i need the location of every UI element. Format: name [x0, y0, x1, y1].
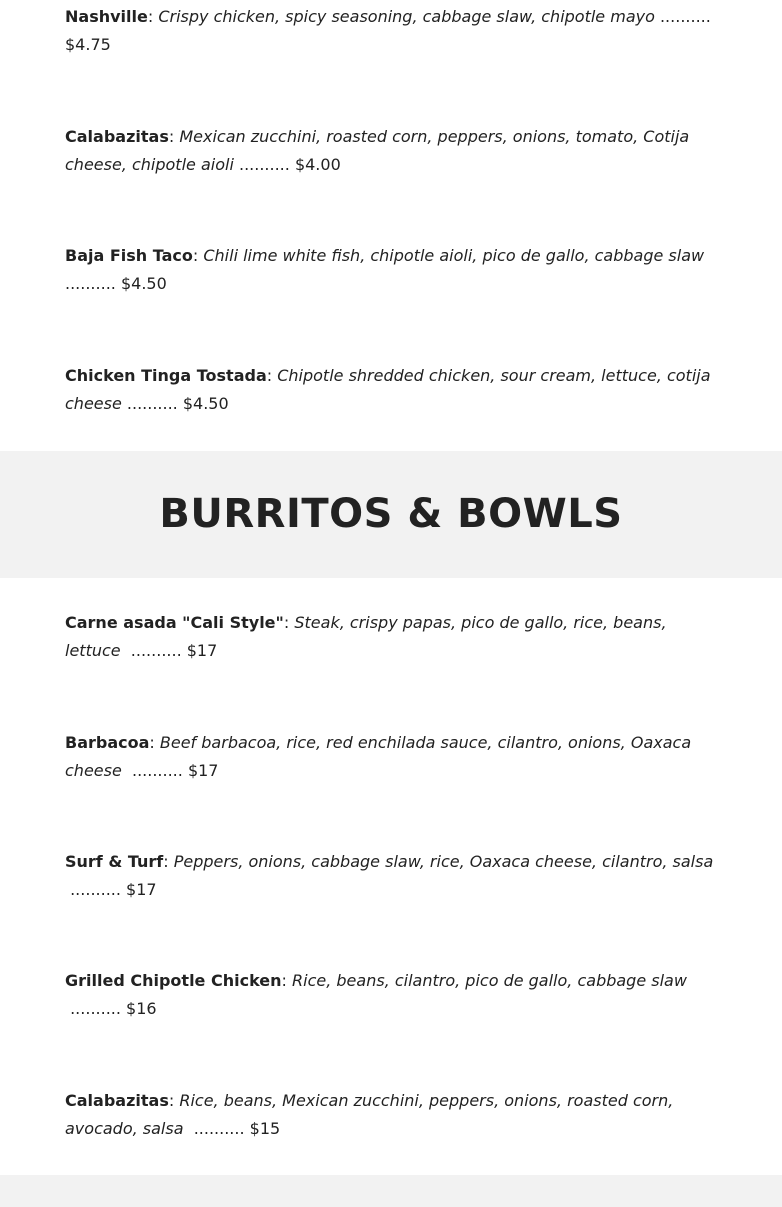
item-description: Chipotle shredded chicken, sour cream, lettuce, cotija cheese	[65, 366, 711, 413]
item-description: Mexican zucchini, roasted corn, peppers, onions, tomato, Cotija cheese, chipotle aioli	[65, 127, 690, 174]
item-name: Surf & Turf	[65, 852, 164, 871]
item-dots: ..........	[130, 641, 182, 660]
item-price: $16	[126, 999, 157, 1018]
menu-item: Baja Fish Taco: Chili lime white fish, chipotle aioli, pico de gallo, cabbage slaw .......... $4.50	[65, 246, 705, 293]
item-price: $17	[187, 761, 219, 780]
menu-item: Chicken Tinga Tostada: Chipotle shredded chicken, sour cream, lettuce, cotija cheese .......... $4.50	[65, 366, 711, 413]
item-dots: ..........	[70, 999, 121, 1018]
menu-item: Grilled Chipotle Chicken: Rice, beans, cilantro, pico de gallo, cabbage slaw .......... $16	[65, 971, 687, 1018]
menu-item: Surf & Turf: Peppers, onions, cabbage slaw, rice, Oaxaca cheese, cilantro, salsa .......... $17	[65, 852, 714, 899]
item-name: Grilled Chipotle Chicken	[65, 971, 282, 990]
item-dots: ..........	[193, 1119, 245, 1138]
item-price: $15	[249, 1119, 281, 1138]
item-description: Steak, crispy papas, pico de gallo, rice, beans, lettuce	[65, 613, 667, 660]
item-dots: ..........	[65, 274, 116, 293]
menu-item: Calabazitas: Mexican zucchini, roasted corn, peppers, onions, tomato, Cotija cheese, chipotle aioli .......... $4.00	[65, 127, 690, 174]
item-description: Rice, beans, cilantro, pico de gallo, cabbage slaw	[292, 971, 687, 990]
menu-item: Carne asada "Cali Style": Steak, crispy papas, pico de gallo, rice, beans, lettuce .......... $17	[65, 613, 667, 660]
item-description: Peppers, onions, cabbage slaw, rice, Oaxaca cheese, cilantro, salsa	[173, 852, 714, 871]
item-name: Calabazitas	[65, 1091, 169, 1110]
item-name: Barbacoa	[65, 733, 150, 752]
item-name: Baja Fish Taco	[65, 246, 193, 265]
item-name: Calabazitas	[65, 127, 169, 146]
item-dots: ..........	[131, 761, 183, 780]
item-description: Rice, beans, Mexican zucchini, peppers, onions, roasted corn, avocado, salsa	[65, 1091, 674, 1138]
item-price: $4.00	[294, 155, 341, 174]
item-name: Nashville	[65, 7, 148, 26]
item-description: Chili lime white fish, chipotle aioli, pico de gallo, cabbage slaw	[203, 246, 705, 265]
item-dots: ..........	[70, 880, 121, 899]
item-name: Chicken Tinga Tostada	[65, 366, 267, 385]
item-price: $4.50	[182, 394, 229, 413]
item-price: $17	[126, 880, 157, 899]
item-name: Carne asada "Cali Style"	[65, 613, 284, 632]
item-dots: ..........	[126, 394, 178, 413]
item-dots: ..........	[238, 155, 290, 174]
item-description: Beef barbacoa, rice, red enchilada sauce, cilantro, onions, Oaxaca cheese	[65, 733, 692, 780]
item-dots: ..........	[659, 7, 711, 26]
next-section-band	[0, 1175, 782, 1207]
item-price: $4.50	[120, 274, 167, 293]
section-heading: BURRITOS & BOWLS	[159, 491, 623, 537]
menu-item: Barbacoa: Beef barbacoa, rice, red enchilada sauce, cilantro, onions, Oaxaca cheese .......... $17	[65, 733, 692, 780]
item-price: $17	[186, 641, 218, 660]
menu-item: Calabazitas: Rice, beans, Mexican zucchini, peppers, onions, roasted corn, avocado, salsa .......... $15	[65, 1091, 674, 1138]
menu-item: Nashville: Crispy chicken, spicy seasoning, cabbage slaw, chipotle mayo .......... $4.75	[65, 7, 711, 54]
item-price: $4.75	[65, 35, 111, 54]
item-description: Crispy chicken, spicy seasoning, cabbage slaw, chipotle mayo	[158, 7, 655, 26]
